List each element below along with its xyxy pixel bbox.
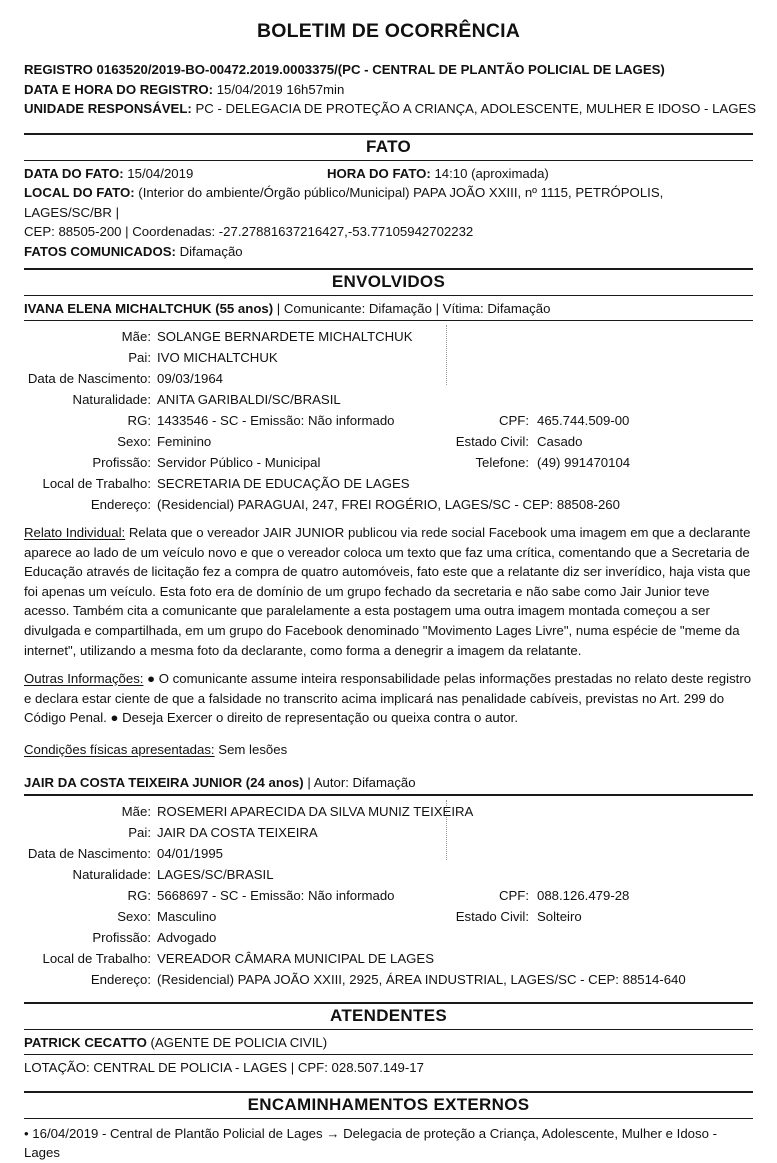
field-value-profissao: Advogado bbox=[157, 929, 217, 945]
person-roles-1: | Comunicante: Difamação | Vítima: Difamação bbox=[273, 301, 551, 316]
data-hora-line bbox=[24, 80, 753, 100]
field-label-sexo: Sexo: bbox=[117, 908, 151, 924]
field-label-endereco: Endereço: bbox=[90, 497, 151, 512]
field-value-telefone: (49) 991470104 bbox=[537, 455, 631, 470]
field-value-endereco: (Residencial) PAPA JOÃO XXIII, 2925, ÁREA INDUSTRIAL, LAGES/SC - CEP: 88514-640 bbox=[157, 971, 686, 987]
person-details-1 bbox=[24, 321, 753, 517]
field-value-cpf: 088.126.479-28 bbox=[537, 887, 630, 903]
fato-date-row bbox=[24, 164, 753, 184]
relato-label: Relato Individual: bbox=[24, 525, 126, 540]
field-value-estado-civil: Solteiro bbox=[537, 908, 582, 924]
field-label-rg: RG: bbox=[127, 413, 151, 428]
fato-local-value: (Interior do ambiente/Órgão público/Municipal) PAPA JOÃO XXIII, nº 1115, PETRÓPOLIS, LAGES/SC/BR | bbox=[24, 185, 664, 220]
field-label-profissao: Profissão: bbox=[92, 929, 151, 945]
field-label-mae: Mãe: bbox=[121, 329, 151, 344]
fato-local-line2: CEP: 88505-200 | Coordenadas: -27.27881637216427,-53.77105942702232 bbox=[24, 224, 474, 239]
field-label-telefone: Telefone: bbox=[475, 455, 529, 470]
header-block bbox=[24, 60, 757, 119]
field-value-nascimento: 09/03/1964 bbox=[157, 371, 224, 386]
field-value-mae: SOLANGE BERNARDETE MICHALTCHUK bbox=[157, 329, 413, 344]
field-label-cpf: CPF: bbox=[498, 887, 529, 903]
data-hora-label: DATA E HORA DO REGISTRO: bbox=[24, 81, 214, 97]
person-name-2: JAIR DA COSTA TEIXEIRA JUNIOR (24 anos) bbox=[24, 774, 304, 790]
detail-row bbox=[24, 822, 753, 843]
person-header-1 bbox=[24, 296, 753, 320]
registro-line bbox=[24, 60, 753, 80]
fato-local-row bbox=[24, 183, 753, 222]
person-roles-2: | Autor: Difamação bbox=[303, 774, 416, 790]
field-value-rg: 1433546 - SC - Emissão: Não informado bbox=[157, 413, 395, 428]
field-value-sexo: Feminino bbox=[157, 434, 212, 449]
field-value-rg: 5668697 - SC - Emissão: Não informado bbox=[157, 887, 395, 903]
condicoes-fisicas bbox=[24, 728, 753, 770]
field-value-naturalidade: ANITA GARIBALDI/SC/BRASIL bbox=[157, 392, 341, 407]
fato-hora-value: 14:10 (aproximada) bbox=[434, 165, 549, 181]
outras-label: Outras Informações: bbox=[24, 671, 144, 687]
field-label-nascimento: Data de Nascimento: bbox=[27, 371, 151, 386]
detail-row bbox=[24, 906, 753, 927]
detail-row bbox=[24, 843, 753, 864]
unidade-label: UNIDADE RESPONSÁVEL: bbox=[24, 101, 192, 116]
field-label-mae: Mãe: bbox=[121, 803, 151, 819]
condicoes-label: Condições físicas apresentadas: bbox=[24, 741, 215, 757]
field-value-pai: JAIR DA COSTA TEIXEIRA bbox=[157, 824, 318, 840]
encaminhamento-item: • 16/04/2019 - Central de Plantão Policial de Lages → Delegacia de proteção a Criança, Adolescente, Mulher e Idoso - Lages bbox=[24, 1125, 717, 1161]
field-label-nascimento: Data de Nascimento: bbox=[27, 845, 151, 861]
field-label-pai: Pai: bbox=[128, 824, 151, 840]
field-value-nascimento: 04/01/1995 bbox=[157, 845, 224, 861]
section-header-fato: FATO bbox=[366, 136, 411, 156]
person-header-2 bbox=[24, 770, 753, 794]
section-header-envolvidos: ENVOLVIDOS bbox=[331, 272, 446, 291]
atendente-name: PATRICK CECATTO bbox=[24, 1034, 147, 1050]
outras-informacoes bbox=[24, 660, 753, 728]
field-value-local-trabalho: SECRETARIA DE EDUCAÇÃO DE LAGES bbox=[157, 476, 410, 491]
unidade-line bbox=[24, 99, 757, 119]
field-label-estado-civil: Estado Civil: bbox=[455, 908, 529, 924]
fato-body bbox=[24, 161, 753, 269]
field-label-local-trabalho: Local de Trabalho: bbox=[42, 950, 151, 966]
person-name-1: IVANA ELENA MICHALTCHUK (55 anos) bbox=[24, 301, 274, 316]
unidade-value: PC - DELEGACIA DE PROTEÇÃO A CRIANÇA, ADOLESCENTE, MULHER E IDOSO - LAGES bbox=[195, 101, 757, 116]
atendente-lotacao: LOTAÇÃO: CENTRAL DE POLICIA - LAGES | CPF: 028.507.149-17 bbox=[24, 1059, 424, 1075]
field-value-sexo: Masculino bbox=[157, 908, 217, 924]
condicoes-value: Sem lesões bbox=[214, 741, 288, 757]
detail-row bbox=[24, 927, 753, 948]
fato-hora-label: HORA DO FATO: bbox=[327, 165, 431, 181]
relato-individual bbox=[24, 517, 753, 660]
field-label-endereco: Endereço: bbox=[90, 971, 151, 987]
fato-hora-group bbox=[327, 164, 549, 184]
fato-data-label: DATA DO FATO: bbox=[24, 165, 124, 181]
detail-row bbox=[24, 948, 753, 969]
atendente-role: (AGENTE DE POLICIA CIVIL) bbox=[146, 1034, 328, 1050]
field-value-pai: IVO MICHALTCHUK bbox=[157, 350, 278, 365]
field-label-sexo: Sexo: bbox=[117, 434, 151, 449]
field-label-local-trabalho: Local de Trabalho: bbox=[42, 476, 151, 491]
atendente-name-row bbox=[24, 1030, 753, 1054]
section-header-atendentes: ATENDENTES bbox=[330, 1005, 447, 1025]
detail-row bbox=[24, 885, 753, 906]
detail-row bbox=[24, 801, 753, 822]
fato-comunicados-label: FATOS COMUNICADOS: bbox=[24, 243, 176, 259]
field-value-local-trabalho: VEREADOR CÂMARA MUNICIPAL DE LAGES bbox=[157, 950, 434, 966]
fato-local-label: LOCAL DO FATO: bbox=[24, 185, 135, 200]
detail-row bbox=[24, 494, 753, 515]
field-value-naturalidade: LAGES/SC/BRASIL bbox=[157, 866, 274, 882]
person-details-2 bbox=[24, 796, 753, 992]
detail-row bbox=[24, 347, 753, 368]
section-header-encaminhamentos: ENCAMINHAMENTOS EXTERNOS bbox=[247, 1094, 530, 1114]
detail-row bbox=[24, 864, 753, 885]
detail-row bbox=[24, 473, 753, 494]
detail-row bbox=[24, 431, 753, 452]
field-value-endereco: (Residencial) PARAGUAI, 247, FREI ROGÉRIO, LAGES/SC - CEP: 88508-260 bbox=[157, 497, 620, 512]
field-label-rg: RG: bbox=[127, 887, 151, 903]
fato-comunicados-value: Difamação bbox=[179, 243, 243, 259]
field-label-estado-civil: Estado Civil: bbox=[455, 434, 529, 449]
page-title: BOLETIM DE OCORRÊNCIA bbox=[256, 20, 521, 42]
data-hora-value: 15/04/2019 16h57min bbox=[216, 81, 345, 97]
field-label-naturalidade: Naturalidade: bbox=[72, 866, 151, 882]
detail-row bbox=[24, 452, 753, 473]
detail-row bbox=[24, 368, 753, 389]
fato-data-value: 15/04/2019 bbox=[127, 165, 194, 181]
field-label-profissao: Profissão: bbox=[92, 455, 151, 470]
field-label-pai: Pai: bbox=[128, 350, 151, 365]
relato-text: Relata que o vereador JAIR JUNIOR publicou via rede social Facebook uma imagem em que a declarante aparece ao lado de um veículo novo e que o vereador coloca um texto que faz uma crítica, comentando que a Secretaria de Educação através de licitação fez a compra de quatro automóveis, fato este que a relatante diz ser inverídico, haja vista que foi apenas um veículo. Esta foto era de domínio de um grupo fechado da secretaria e não sabe como Jair Junior teve acesso. Também cita a comunicante que paralelamente a esta postagem uma outra imagem montada começou a ser divulgada e compartilhada, em um grupo do Facebook denominado "Movimento Lages Livre", numa espécie de "meme da internet", utilizando a mesma foto da declarante, como forma a denegrir a imagem da relatante. bbox=[24, 525, 751, 658]
registro-value: 0163520/2019-BO-00472.2019.0003375/(PC - CENTRAL DE PLANTÃO POLICIAL DE LAGES) bbox=[96, 62, 665, 77]
detail-row bbox=[24, 410, 753, 431]
field-value-profissao: Servidor Público - Municipal bbox=[157, 455, 321, 470]
field-label-cpf: CPF: bbox=[498, 413, 529, 428]
field-label-naturalidade: Naturalidade: bbox=[72, 392, 151, 407]
detail-row bbox=[24, 389, 753, 410]
fato-comunicados-row bbox=[24, 242, 753, 262]
field-value-cpf: 465.744.509-00 bbox=[537, 413, 630, 428]
field-value-estado-civil: Casado bbox=[537, 434, 583, 449]
field-value-mae: ROSEMERI APARECIDA DA SILVA MUNIZ TEIXEIRA bbox=[157, 803, 474, 819]
registro-label: REGISTRO bbox=[24, 62, 93, 77]
outras-text: ● O comunicante assume inteira responsabilidade pelas informações prestadas no relato deste registro e declara estar ciente de que a falsidade no transcrito acima implicará nas penalidade cabíveis, previstas no Art. 299 do Código Penal. ● Deseja Exercer o direito de representação ou queixa contra o autor. bbox=[24, 671, 752, 726]
detail-row bbox=[24, 326, 753, 347]
detail-row bbox=[24, 969, 753, 990]
